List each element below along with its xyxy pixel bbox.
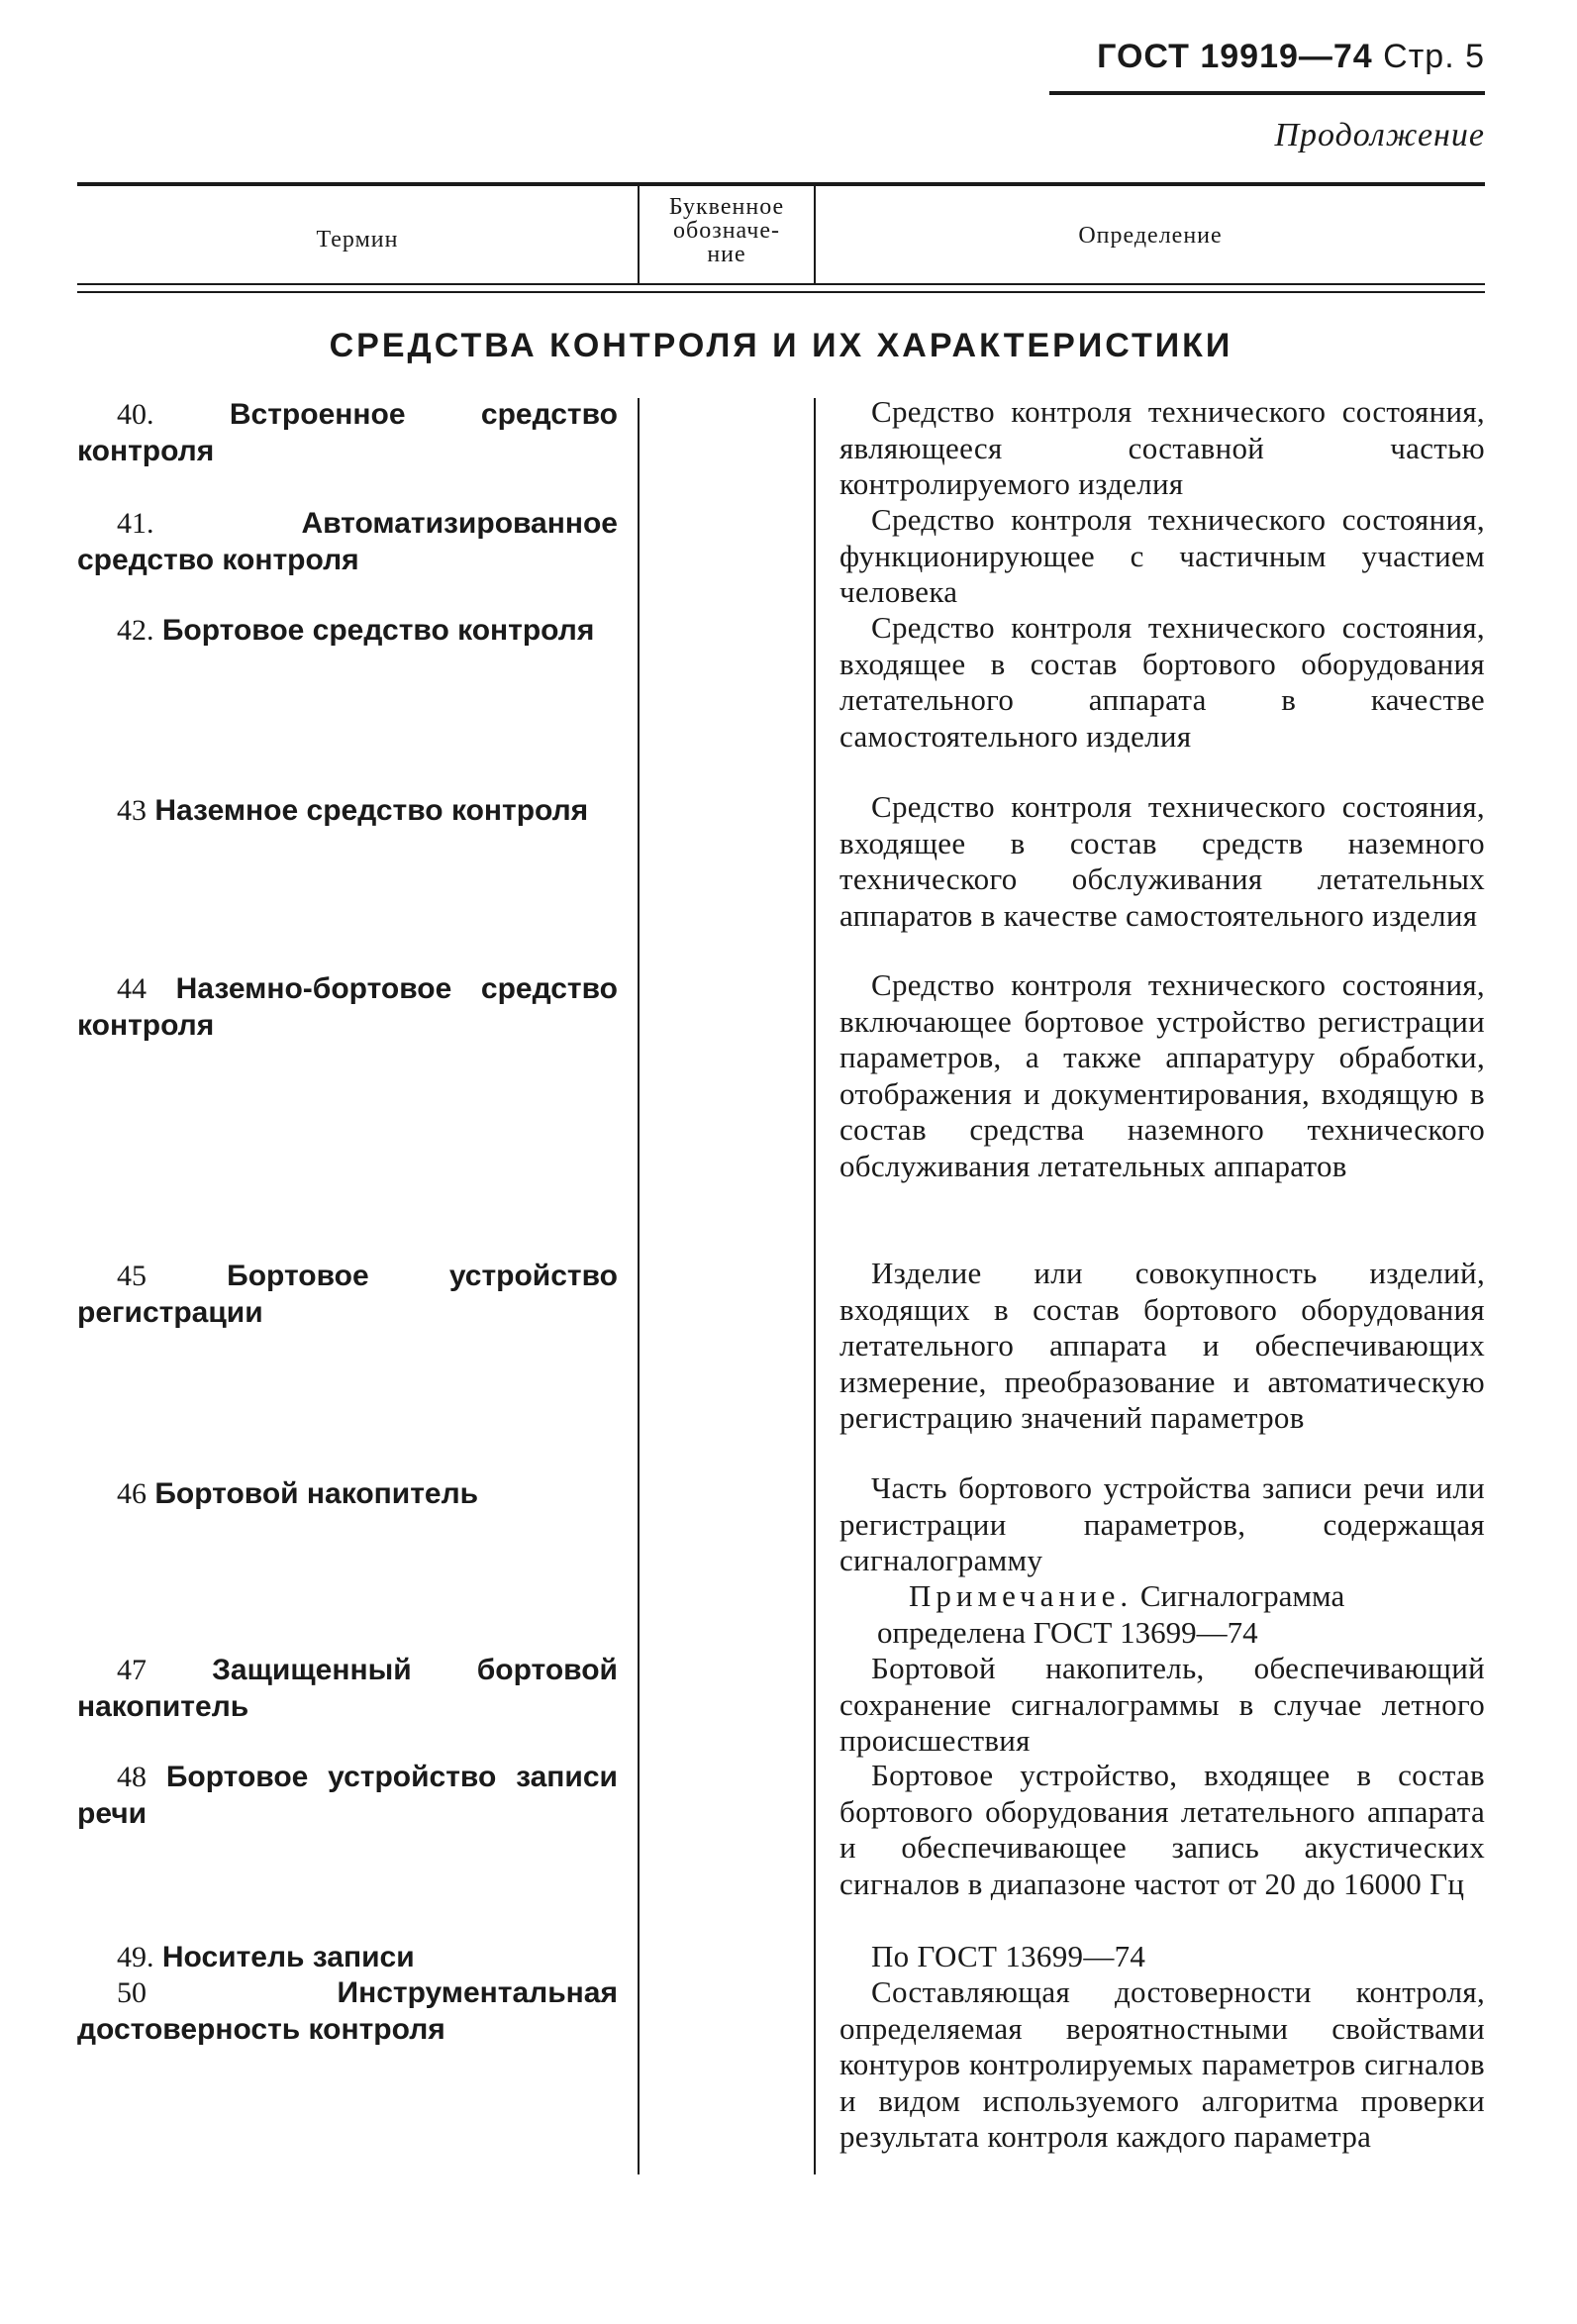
term-41 xyxy=(77,505,618,578)
term-50 xyxy=(77,1974,618,2048)
body-column-divider-2 xyxy=(814,398,816,2174)
header-rule xyxy=(1049,91,1485,95)
term-text: Автоматизированное средство контроля xyxy=(77,507,618,576)
definition-49: По ГОСТ 13699—74 xyxy=(871,1939,1146,1973)
note-line xyxy=(839,1578,1485,1615)
standard-code: ГОСТ 19919—74 xyxy=(1097,38,1373,75)
term-number: 40. xyxy=(117,398,154,431)
note-text: Сигналограмма xyxy=(1139,1578,1345,1613)
column-header-term: Термин xyxy=(316,227,399,253)
definition-44: Средство контроля технического состояния, включающее бортовое устройство регистрации параметров, а также аппаратуру обработки, отображения и документирования, входящую в состав средства наземного технического обслуживания летательных аппаратов xyxy=(839,967,1485,1183)
term-44 xyxy=(77,970,618,1044)
definition-40: Средство контроля технического состояния, являющееся составной частью контролируемого изделия xyxy=(839,394,1485,501)
term-text: Защищенный бортовой накопитель xyxy=(77,1654,618,1723)
term-43 xyxy=(77,792,618,829)
term-40 xyxy=(77,396,618,469)
designation-header-line: обозначе- xyxy=(673,218,780,244)
term-42 xyxy=(77,612,618,649)
term-number: 46 xyxy=(117,1477,147,1510)
table-top-rule xyxy=(77,182,1485,186)
term-number: 45 xyxy=(117,1260,147,1292)
section-title: СРЕДСТВА КОНТРОЛЯ И ИХ ХАРАКТЕРИСТИКИ xyxy=(329,327,1233,364)
term-49 xyxy=(77,1939,618,1975)
term-number: 48 xyxy=(117,1761,147,1793)
definition-42: Средство контроля технического состояния, входящее в состав бортового оборудования летательного аппарата в качестве самостоятельного изделия xyxy=(839,610,1485,754)
term-number: 49. xyxy=(117,1941,154,1973)
column-header-designation xyxy=(640,195,814,266)
term-47 xyxy=(77,1652,618,1725)
term-text: Бортовое устройство записи речи xyxy=(77,1761,618,1830)
term-text: Бортовое устройство регистрации xyxy=(77,1260,618,1329)
term-number: 43 xyxy=(117,794,147,827)
page-header xyxy=(1049,38,1485,76)
definition-46: Часть бортового устройства записи речи или регистрации параметров, содержащая сигналограмму xyxy=(839,1470,1485,1577)
term-number: 42. xyxy=(117,614,154,647)
continuation-label: Продолжение xyxy=(1274,117,1485,153)
designation-header-line: ние xyxy=(707,242,746,267)
note-46 xyxy=(839,1578,1485,1651)
body-column-divider-1 xyxy=(638,398,640,2174)
term-45 xyxy=(77,1258,618,1331)
definition-48: Бортовое устройство, входящее в состав бортового оборудования летательного аппарата и обеспечивающее запись акустических сигналов в диапазоне частот от 20 до 16000 Гц xyxy=(839,1758,1485,1901)
designation-header-line: Буквенное xyxy=(668,194,785,220)
definition-45: Изделие или совокупность изделий, входящих в состав бортового оборудования летательного аппарата и обеспечивающих измерение, преобразование и автоматическую регистрацию значений параметров xyxy=(839,1256,1485,1435)
term-text: Бортовой накопитель xyxy=(154,1477,479,1510)
term-number: 44 xyxy=(117,972,147,1005)
term-number: 50 xyxy=(117,1976,147,2009)
note-label: Примечание. xyxy=(909,1578,1133,1613)
table-header-rule-1 xyxy=(77,283,1485,285)
column-header-definition: Определение xyxy=(1078,223,1223,249)
definition-43: Средство контроля технического состояния, входящее в состав средств наземного технического обслуживания летательных аппаратов в качестве самостоятельного изделия xyxy=(839,789,1485,933)
definition-50: Составляющая достоверности контроля, определяемая вероятностными свойствами контуров контролируемых параметров сигналов и видом используемого алгоритма проверки результата контроля каждого параметра xyxy=(839,1974,1485,2154)
term-text: Наземное средство контроля xyxy=(154,794,589,827)
term-number: 47 xyxy=(117,1654,147,1686)
term-text: Носитель записи xyxy=(161,1941,415,1973)
table-header-rule-2 xyxy=(77,291,1485,293)
term-46 xyxy=(77,1475,618,1512)
term-text: Наземно-бортовое средство контроля xyxy=(77,972,618,1042)
page-number: Стр. 5 xyxy=(1383,38,1485,75)
term-48 xyxy=(77,1759,618,1832)
term-text: Бортовое средство контроля xyxy=(161,614,595,647)
definition-47: Бортовой накопитель, обеспечивающий сохранение сигналограммы в случае летного происшествия xyxy=(839,1651,1485,1758)
note-text-continued: определена ГОСТ 13699—74 xyxy=(877,1614,1258,1650)
term-text: Встроенное средство контроля xyxy=(77,398,618,467)
term-number: 41. xyxy=(117,507,154,540)
term-text: Инструментальная достоверность контроля xyxy=(77,1976,618,2046)
definition-41: Средство контроля технического состояния, функционирующее с частичным участием человека xyxy=(839,502,1485,609)
